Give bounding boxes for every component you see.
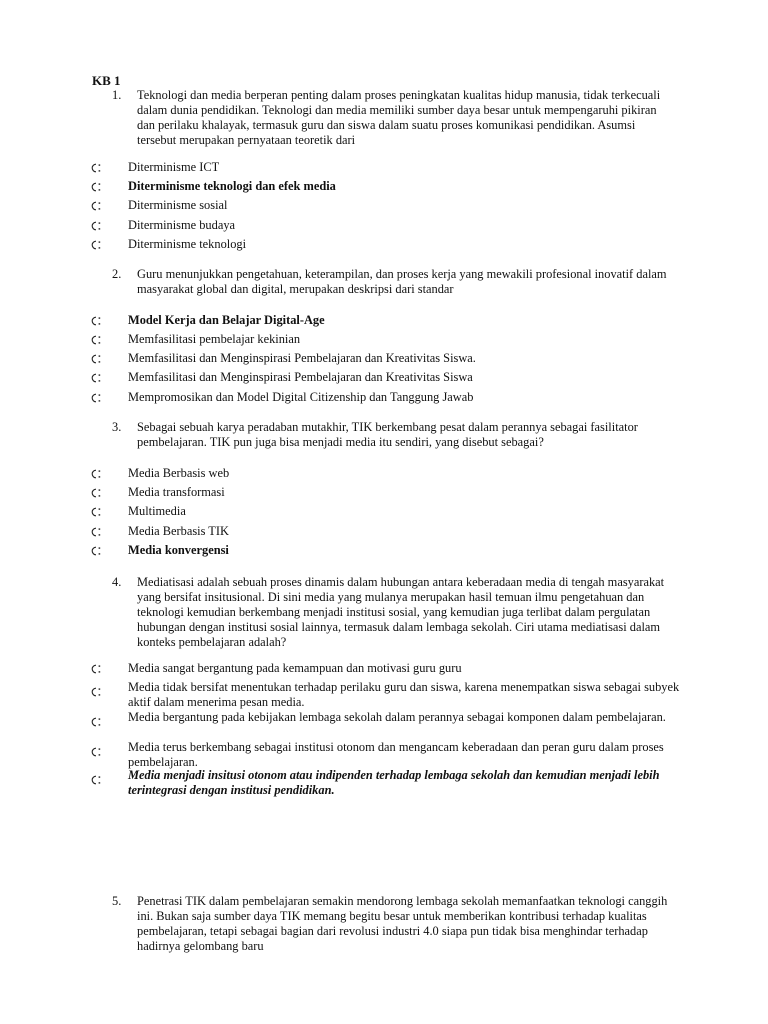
question-3 xyxy=(112,420,677,450)
radio-option-icon xyxy=(90,221,102,231)
option-2a[interactable] xyxy=(90,313,680,328)
section-heading: KB 1 xyxy=(92,73,121,88)
option-label: Media konvergensi xyxy=(128,543,229,557)
option-4c[interactable] xyxy=(90,710,680,725)
option-1e[interactable] xyxy=(90,237,680,252)
option-3d[interactable] xyxy=(90,524,680,539)
option-label: Media menjadi insitusi otonom atau indipenden terhadap lembaga sekolah dan kemudian menjadi lebih terintegrasi dengan institusi pendidikan. xyxy=(128,768,660,797)
option-1c[interactable] xyxy=(90,198,680,213)
radio-option-icon xyxy=(90,469,102,479)
option-4b[interactable] xyxy=(90,680,680,710)
option-label: Memfasilitasi pembelajar kekinian xyxy=(128,332,301,346)
radio-option-icon xyxy=(90,687,102,697)
option-4a[interactable] xyxy=(90,661,680,676)
radio-option-icon xyxy=(90,240,102,250)
option-label: Diterminisme budaya xyxy=(128,218,236,232)
option-4d[interactable] xyxy=(90,740,680,770)
option-1d[interactable] xyxy=(90,218,680,233)
question-5 xyxy=(112,894,677,954)
question-number: 2. xyxy=(112,267,122,281)
question-text: Sebagai sebuah karya peradaban mutakhir, TIK berkembang pesat dalam perannya sebagai fasilitator pembelajaran. TIK pun juga bisa menjadi media itu sendiri, yang disebut sebagai? xyxy=(137,420,638,449)
option-label: Media sangat bergantung pada kemampuan dan motivasi guru guru xyxy=(128,661,462,675)
question-text: Mediatisasi adalah sebuah proses dinamis dalam hubungan antara keberadaan media di tengah masyarakat yang bersifat insitusional. Di sini media yang mulanya merupakan hasil temuan ilmu pengetahuan dan teknologi kemudian berkembang menjadi institusi sosial, yang kemudian juga terlibat dalam pergulatan hubungan dengan institusi sosial lainnya, termasuk dalam lembaga sekolah. Ciri utama mediatisasi dalam konteks pembelajaran adalah? xyxy=(137,575,665,649)
radio-option-icon xyxy=(90,488,102,498)
option-label: Media bergantung pada kebijakan lembaga sekolah dalam perannya sebagai komponen dalam pembelajaran. xyxy=(128,710,666,724)
question-number: 3. xyxy=(112,420,122,434)
question-2 xyxy=(112,267,677,297)
radio-option-icon xyxy=(90,163,102,173)
question-text: Teknologi dan media berperan penting dalam proses peningkatan kualitas hidup manusia, tidak terkecuali dalam dunia pendidikan. Teknologi dan media memiliki sumber daya besar untuk mempengaruhi pikiran dan perilaku khalayak, termasuk guru dan siswa dalam suatu proses komunikasi pendidikan. Asumsi tersebut merupakan pernyataan teoretik dari xyxy=(137,88,661,147)
question-number: 5. xyxy=(112,894,122,908)
radio-option-icon xyxy=(90,546,102,556)
option-1b[interactable] xyxy=(90,179,680,194)
option-label: Diterminisme teknologi dan efek media xyxy=(128,179,336,193)
radio-option-icon xyxy=(90,507,102,517)
option-label: Media Berbasis TIK xyxy=(128,524,229,538)
question-text: Guru menunjukkan pengetahuan, keterampilan, dan proses kerja yang mewakili profesional inovatif dalam masyarakat global dan digital, merupakan deskripsi dari standar xyxy=(137,267,667,296)
option-label: Mempromosikan dan Model Digital Citizenship dan Tanggung Jawab xyxy=(128,390,474,404)
question-text: Penetrasi TIK dalam pembelajaran semakin mendorong lembaga sekolah memanfaatkan teknologi canggih ini. Bukan saja sumber daya TIK memang begitu besar untuk memberikan kontribusi terhadap kualitas pembelajaran, tetapi sebagai bagian dari revolusi industri 4.0 siapa pun tidak bisa menghindar terhadap hadirnya gelombang baru xyxy=(137,894,668,953)
option-label: Media Berbasis web xyxy=(128,466,230,480)
radio-option-icon xyxy=(90,316,102,326)
option-label: Media transformasi xyxy=(128,485,225,499)
option-3c[interactable] xyxy=(90,504,680,519)
option-2b[interactable] xyxy=(90,332,680,347)
option-label: Media terus berkembang sebagai institusi otonom dan mengancam keberadaan dan peran guru dalam proses pembelajaran. xyxy=(128,740,664,769)
option-2d[interactable] xyxy=(90,370,680,385)
radio-option-icon xyxy=(90,664,102,674)
option-3e[interactable] xyxy=(90,543,680,558)
radio-option-icon xyxy=(90,373,102,383)
question-number: 1. xyxy=(112,88,122,102)
radio-option-icon xyxy=(90,393,102,403)
option-label: Memfasilitasi dan Menginspirasi Pembelajaran dan Kreativitas Siswa xyxy=(128,370,473,384)
option-label: Diterminisme teknologi xyxy=(128,237,247,251)
option-2c[interactable] xyxy=(90,351,680,366)
question-4 xyxy=(112,575,677,650)
option-3b[interactable] xyxy=(90,485,680,500)
option-2e[interactable] xyxy=(90,390,680,405)
radio-option-icon xyxy=(90,527,102,537)
radio-option-icon xyxy=(90,717,102,727)
radio-option-icon xyxy=(90,201,102,211)
option-label: Media tidak bersifat menentukan terhadap perilaku guru dan siswa, karena menempatkan siswa sebagai subyek aktif dalam menerima pesan media. xyxy=(128,680,680,709)
option-label: Diterminisme ICT xyxy=(128,160,220,174)
option-label: Multimedia xyxy=(128,504,186,518)
option-3a[interactable] xyxy=(90,466,680,481)
option-1a[interactable] xyxy=(90,160,680,175)
option-label: Diterminisme sosial xyxy=(128,198,228,212)
radio-option-icon xyxy=(90,182,102,192)
option-label: Memfasilitasi dan Menginspirasi Pembelajaran dan Kreativitas Siswa. xyxy=(128,351,476,365)
option-label: Model Kerja dan Belajar Digital-Age xyxy=(128,313,325,327)
radio-option-icon xyxy=(90,335,102,345)
radio-option-icon xyxy=(90,775,102,785)
question-number: 4. xyxy=(112,575,122,589)
question-1 xyxy=(112,88,677,148)
option-4e[interactable] xyxy=(90,768,680,798)
radio-option-icon xyxy=(90,747,102,757)
radio-option-icon xyxy=(90,354,102,364)
